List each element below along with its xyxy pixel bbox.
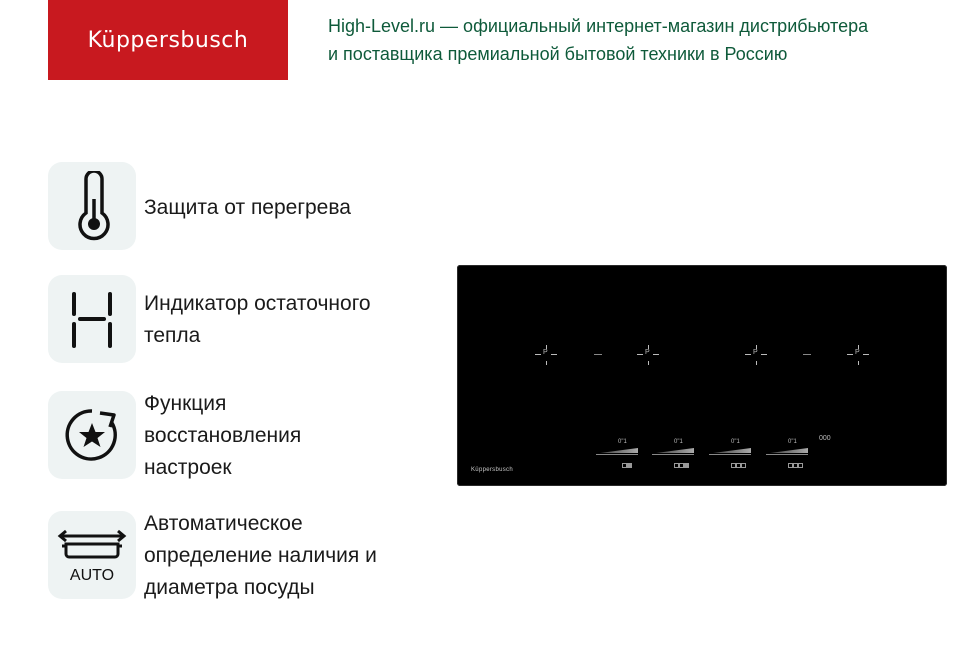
feature-auto-pot-detection <box>48 511 444 604</box>
site-tagline <box>328 12 948 68</box>
cooking-zone-mark: P <box>637 345 659 365</box>
zone-control-slider: 0"1 <box>650 441 696 461</box>
hob-timer-display: 000 <box>819 435 831 442</box>
feature-overheat-protection <box>48 162 351 250</box>
brand-logo-text: Küppersbusch <box>87 27 249 53</box>
tagline-line-2: и поставщика премиальной бытовой техники в Россию <box>328 44 788 64</box>
zone-control-slider: 0"1 <box>594 441 640 461</box>
hob-brand-label: Küppersbusch <box>471 467 513 473</box>
cooking-zone-mark: P <box>535 345 557 365</box>
zone-divider <box>803 354 811 355</box>
zone-control-slider: 0"1 <box>707 441 753 461</box>
feature-label: Автоматическое определение наличия и диаметра посуды <box>144 512 377 599</box>
restore-star-icon <box>48 391 136 479</box>
thermometer-icon <box>48 162 136 250</box>
feature-label: Функция восстановления настроек <box>144 392 302 479</box>
residual-heat-icon <box>48 275 136 363</box>
cooking-zone-mark: P <box>745 345 767 365</box>
auto-pot-detect-icon <box>48 511 136 599</box>
tagline-line-1: High-Level.ru — официальный интернет-магазин дистрибьютера <box>328 16 869 36</box>
feature-restore-settings <box>48 391 404 484</box>
zone-divider <box>594 354 602 355</box>
zone-control-slider: 0"1 <box>764 441 810 461</box>
cooking-zone-mark: P <box>847 345 869 365</box>
feature-label: Защита от перегрева <box>144 196 351 219</box>
auto-label: AUTO <box>69 567 115 584</box>
induction-hob-image <box>457 265 947 486</box>
brand-logo[interactable] <box>48 0 288 80</box>
feature-residual-heat <box>48 275 434 363</box>
feature-label: Индикатор остаточного тепла <box>144 292 371 347</box>
